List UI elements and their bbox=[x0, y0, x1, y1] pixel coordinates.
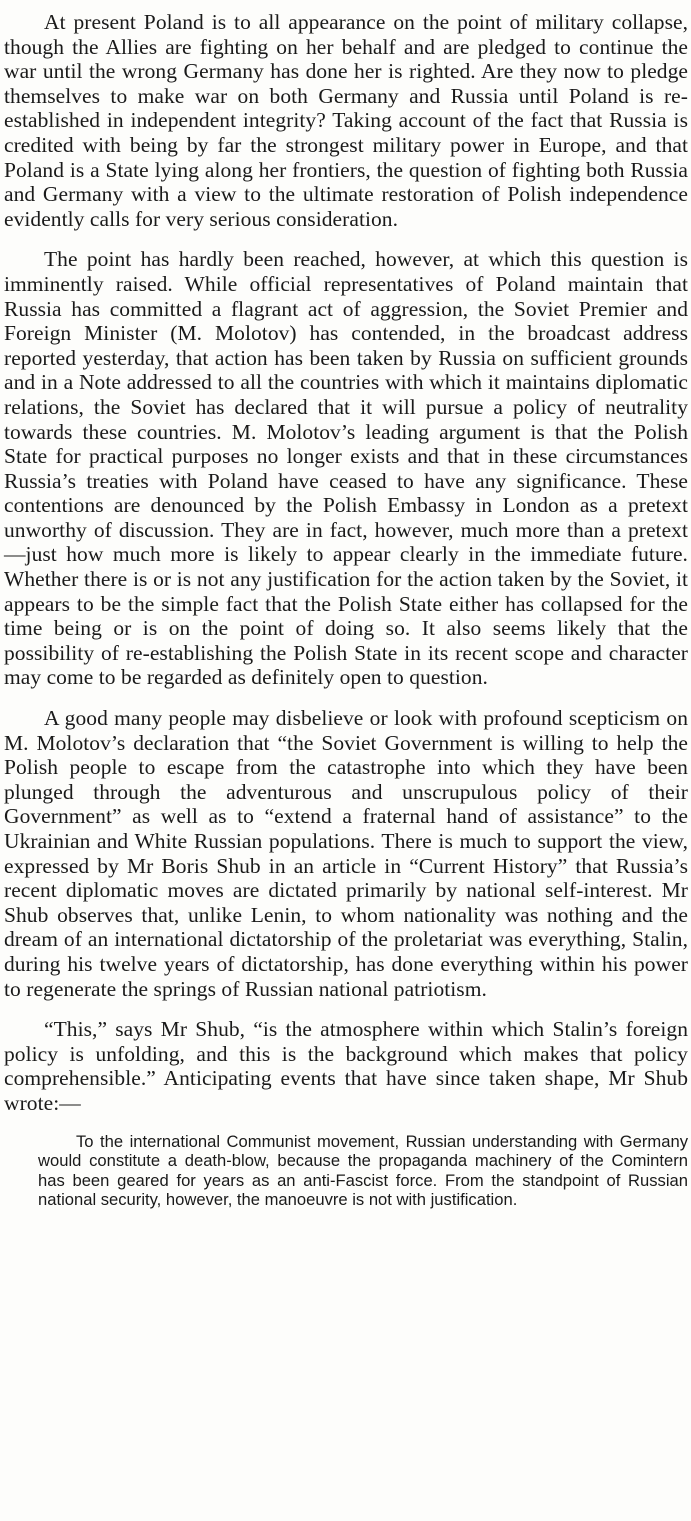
paragraph-molotov-contention: The point has hardly been reached, however, at which this question is imminently raised. While official representatives of Poland maintain that Russia has committed a flagrant act of aggression, the Soviet Premier and Foreign Minister (M. Molotov) has contended, in the broadcast address reported yesterday, that action has been taken by Russia on sufficient grounds and in a Note addressed to all the countries with which it maintains diplomatic relations, the Soviet has declared that it will pursue a policy of neutrality towards these countries. M. Molotov’s leading argument is that the Polish State for practical purposes no longer exists and that in these circumstances Russia’s treaties with Poland have ceased to have any significance. These contentions are denounced by the Polish Embassy in London as a pretext unworthy of discussion. They are in fact, however, much more than a pretext—just how much more is likely to appear clearly in the immediate future. Whether there is or is not any justification for the action taken by the Soviet, it appears to be the simple fact that the Polish State either has collapsed for the time being or is on the point of doing so. It also seems likely that the possibility of re-establishing the Polish State in its recent scope and character may come to be regarded as definitely open to question. bbox=[4, 247, 688, 690]
paragraph-shub-quote-intro: “This,” says Mr Shub, “is the atmosphere within which Stalin’s foreign policy is unfolding, and this is the background which makes that policy comprehensible.” Anticipating events that have since taken shape, Mr Shub wrote:— bbox=[4, 1017, 688, 1115]
article-column bbox=[4, 10, 688, 1210]
paragraph-poland-collapse: At present Poland is to all appearance on the point of military collapse, though the Allies are fighting on her behalf and are pledged to continue the war until the wrong Germany has done her is righted. Are they now to pledge themselves to make war on both Germany and Russia until Poland is re-established in independent integrity? Taking account of the fact that Russia is credited with being by far the strongest military power in Europe, and that Poland is a State lying along her frontiers, the question of fighting both Russia and Germany with a view to the ultimate restoration of Polish independence evidently calls for very serious consideration. bbox=[4, 10, 688, 231]
block-quote: To the international Communist movement, Russian understanding with Germany would constitute a death-blow, because the propaganda machinery of the Comintern has been geared for years as an anti-Fascist force. From the standpoint of Russian national security, however, the manoeuvre is not with justification. bbox=[38, 1131, 688, 1210]
paragraph-scepticism: A good many people may disbelieve or look with profound scepticism on M. Molotov’s declaration that “the Soviet Government is willing to help the Polish people to escape from the catastrophe into which they have been plunged through the adventurous and unscrupulous policy of their Government” as well as to “extend a fraternal hand of assistance” to the Ukrainian and White Russian populations. There is much to support the view, expressed by Mr Boris Shub in an article in “Current History” that Russia’s recent diplomatic moves are dictated primarily by national self-interest. Mr Shub observes that, unlike Lenin, to whom nationality was nothing and the dream of an international dictatorship of the proletariat was everything, Stalin, during his twelve years of dictatorship, has done everything within his power to regenerate the springs of Russian national patriotism. bbox=[4, 706, 688, 1001]
